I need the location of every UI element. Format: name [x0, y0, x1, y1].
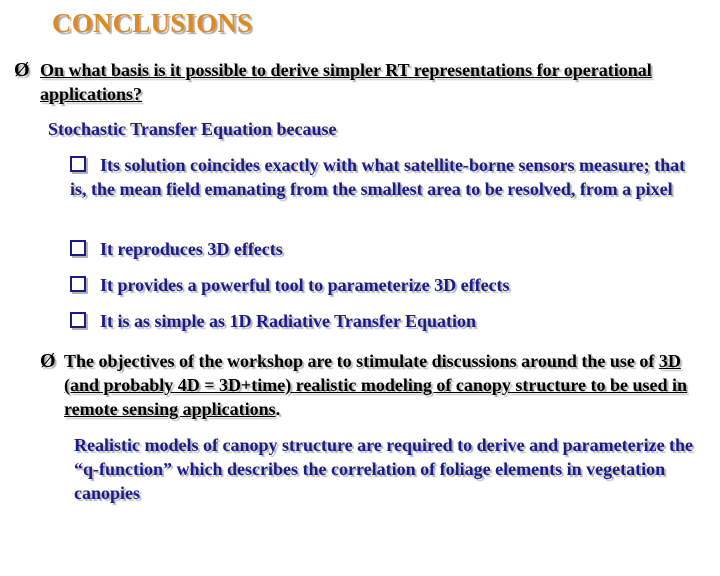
bullet-text: It is as simple as 1D Radiative Transfer Equation	[100, 311, 477, 331]
bullet-item-3	[70, 273, 510, 297]
bullet-item-4	[70, 309, 476, 333]
page-title: CONCLUSIONS	[52, 8, 253, 38]
realistic-models-text: Realistic models of canopy structure are required to derive and parameterize the “q-function” which describes the correlation of foliage elements in vegetation canopies	[74, 435, 694, 503]
objectives-end: .	[275, 399, 281, 419]
objectives-underlined: 3D (and probably 4D = 3D+time) realistic modeling of canopy structure to be used in remote sensing applications	[64, 351, 688, 419]
bullet-text: It provides a powerful tool to parameterize 3D effects	[100, 275, 510, 295]
stochastic-heading: Stochastic Transfer Equation because	[48, 119, 337, 139]
objectives-text	[64, 349, 704, 421]
bullet-text: Its solution coincides exactly with what satellite-borne sensors measure; that is, the mean field emanating from the smallest area to be resolved, from a pixel	[70, 155, 686, 199]
checkbox-bullet-icon	[70, 276, 86, 292]
bullet-item-2	[70, 237, 283, 261]
bullet-item-1	[70, 153, 690, 201]
question-text: On what basis is it possible to derive simpler RT representations for operational applications?	[40, 60, 652, 104]
checkbox-bullet-icon	[70, 240, 86, 256]
objectives-intro: The objectives of the workshop are to stimulate discussions around the use of	[64, 351, 659, 371]
arrow-bullet-icon: Ø	[14, 59, 30, 81]
checkbox-bullet-icon	[70, 156, 86, 172]
checkbox-bullet-icon	[70, 312, 86, 328]
bullet-text: It reproduces 3D effects	[100, 239, 283, 259]
arrow-bullet-icon: Ø	[40, 350, 56, 372]
